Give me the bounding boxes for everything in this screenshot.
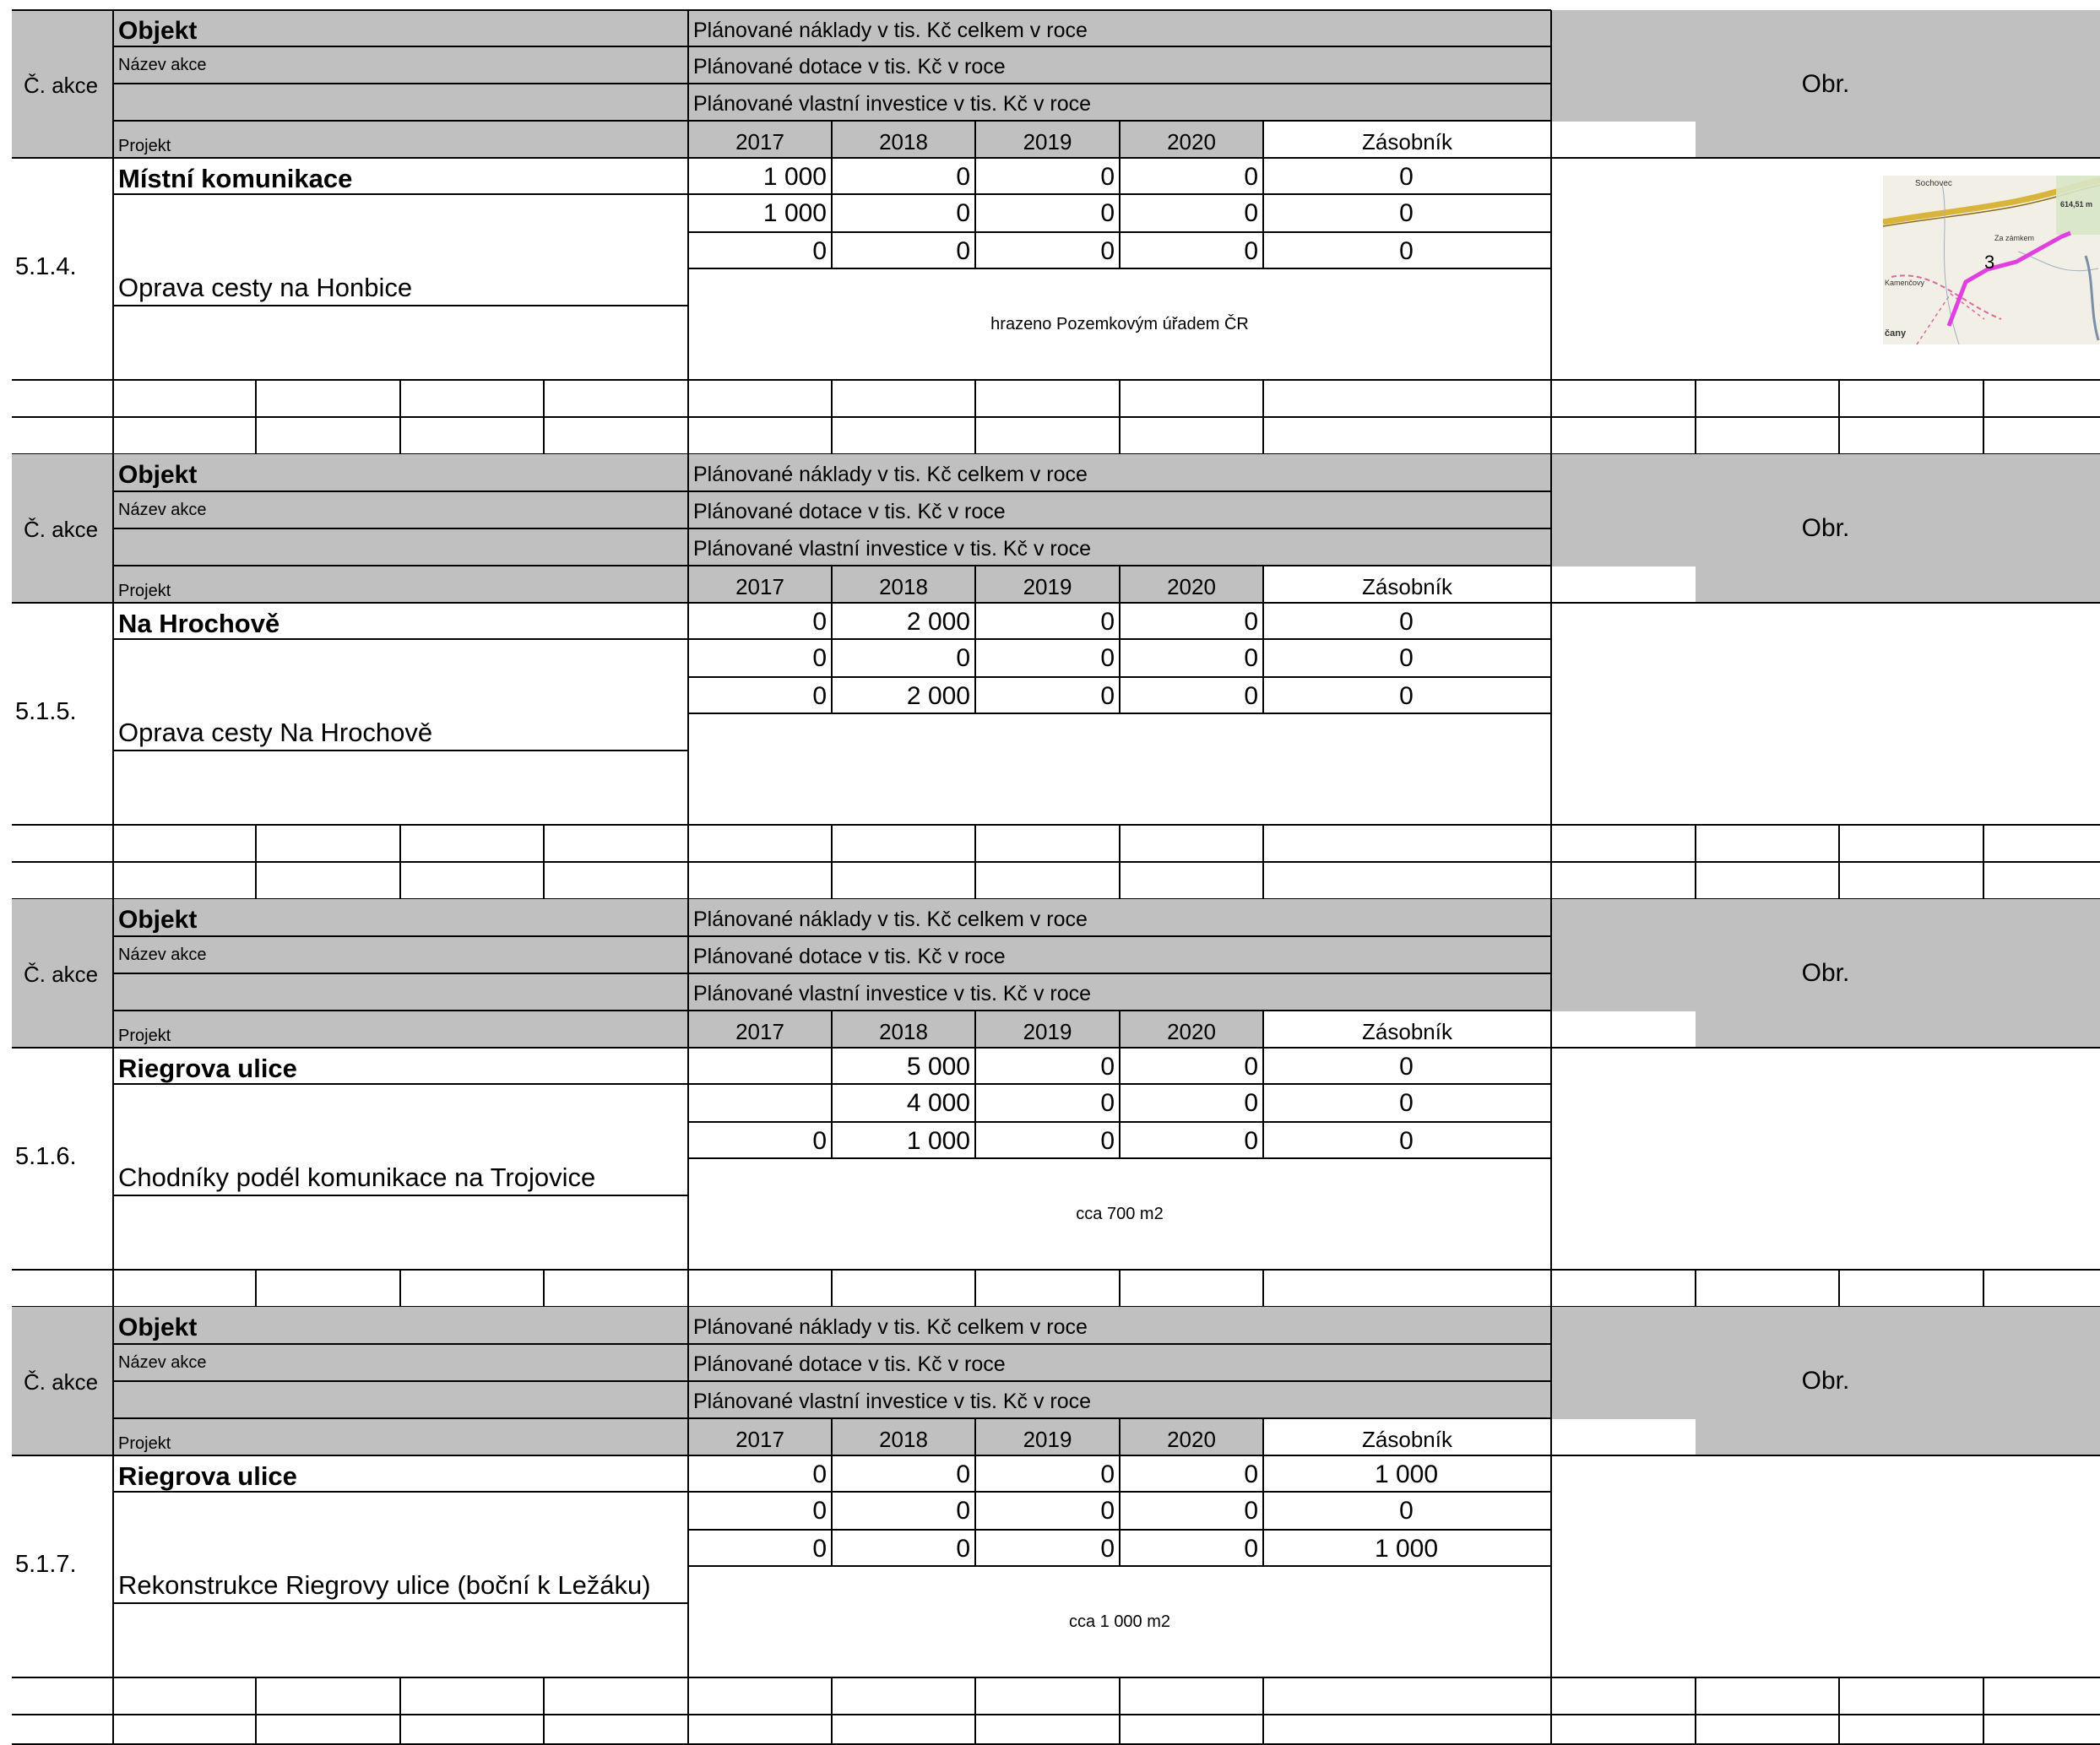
objekt-label: Objekt [118,17,198,45]
investice-label: Plánované vlastní investice v tis. Kč v roce [693,537,1092,561]
grid-line [113,490,1551,492]
year-header: 2020 [1167,129,1216,154]
grid-line [831,825,833,899]
dotace-label: Plánované dotace v tis. Kč v roce [693,1352,1006,1376]
grid-line [1983,380,1984,454]
year-header: 2019 [1023,129,1072,154]
grid-line [1262,1270,1264,1307]
grid-line [399,380,401,454]
grid-line [974,380,976,454]
grid-line [1119,1270,1121,1307]
grid-line [1838,1677,1840,1744]
naklady-label: Plánované náklady v tis. Kč celkem v roce [693,463,1088,486]
grid-line [974,158,976,268]
c-akce-label: Č. akce [24,1369,99,1395]
value-cell: 0 [812,1460,827,1488]
year-header: 2019 [1023,1427,1072,1452]
year-header: 2019 [1023,1019,1072,1044]
grid-line [1262,603,1264,713]
value-cell: 0 [1244,608,1258,636]
grid-line [974,1048,976,1158]
nazev-akce: Rekonstrukce Riegrovy ulice (boční k Ležáku) [118,1570,651,1600]
value-cell: 0 [1399,1053,1414,1081]
value-cell: 0 [1399,1089,1414,1117]
value-cell: 0 [812,237,827,265]
grid-line [12,1047,2100,1049]
action-id: 5.1.5. [15,698,77,725]
nazev-akce-label: Název akce [118,501,207,519]
value-cell: 0 [1100,1089,1115,1117]
value-cell: 0 [1244,1089,1258,1117]
grid-line [112,454,114,899]
nazev-akce: Oprava cesty Na Hrochově [118,718,433,747]
obr-label: Obr. [1801,514,1850,542]
action-id: 5.1.7. [15,1551,77,1578]
grid-line [113,1602,688,1604]
map-marker: 3 [1984,252,1995,273]
grid-line [1983,1270,1984,1307]
value-cell: 0 [1100,682,1115,710]
zasobnik-header: Zásobník [1362,129,1452,154]
obr-label: Obr. [1801,69,1850,98]
grid-line [112,899,114,1307]
grid-line [1838,1270,1840,1307]
value-cell: 0 [812,608,827,636]
grid-line [113,935,1551,937]
grid-line [974,1677,976,1744]
year-header: 2018 [879,1019,928,1044]
grid-line [12,9,1551,11]
grid-line [1119,1048,1121,1158]
value-cell: 0 [812,1535,827,1563]
year-header: 2019 [1023,574,1072,599]
grid-line [399,1270,401,1307]
grid-line [687,1307,689,1744]
map-label: 614,51 m [2060,200,2093,209]
year-header: 2018 [879,129,928,154]
grid-line [113,750,688,751]
nazev-akce: Oprava cesty na Honbice [118,273,413,302]
value-cell: 0 [1244,1497,1258,1525]
grid-line [12,1677,2100,1678]
note: cca 1 000 m2 [1068,1612,1171,1631]
dotace-label: Plánované dotace v tis. Kč v roce [693,55,1006,79]
grid-line [974,825,976,899]
grid-line [831,1270,833,1307]
grid-line [113,973,1551,974]
grid-line [12,861,2100,863]
value-cell: 1 000 [906,1127,970,1155]
grid-line [1838,825,1840,899]
year-header: 2020 [1167,1019,1216,1044]
value-cell: 0 [956,1460,970,1488]
value-cell: 0 [1100,1497,1115,1525]
dotace-label: Plánované dotace v tis. Kč v roce [693,500,1006,523]
map-label: Kamenčovy [1885,279,1925,287]
grid-line [831,1455,833,1566]
grid-line [255,825,257,899]
year-header: 2020 [1167,1427,1216,1452]
note: hrazeno Pozemkovým úřadem ČR [990,315,1249,333]
value-cell: 1 000 [1374,1460,1439,1488]
map-label: Za zámkem [1994,234,2035,242]
value-cell: 0 [1100,644,1115,672]
grid-line [12,1714,2100,1715]
value-cell: 0 [812,682,827,710]
grid-line [1550,1307,1552,1744]
value-cell: 0 [1100,199,1115,227]
value-cell: 0 [812,1497,827,1525]
zasobnik-header: Zásobník [1362,574,1452,599]
year-header: 2017 [735,574,784,599]
value-cell: 0 [956,199,970,227]
value-cell: 0 [1399,199,1414,227]
year-header: 2017 [735,1019,784,1044]
grid-line [113,46,1551,47]
objekt-label: Objekt [118,461,198,489]
year-header: 2018 [879,1427,928,1452]
map-thumbnail [1883,176,2100,344]
grid-line [1119,603,1121,713]
value-cell: 5 000 [906,1053,970,1081]
value-cell: 0 [1100,237,1115,265]
grid-line [1838,380,1840,454]
value-cell: 0 [1244,199,1258,227]
grid-line [113,83,1551,84]
nazev-akce-label: Název akce [118,946,207,964]
grid-line [1695,1270,1696,1307]
projekt-label: Projekt [118,1434,171,1453]
c-akce-label: Č. akce [24,517,99,542]
grid-line [974,1270,976,1307]
value-cell: 4 000 [906,1089,970,1117]
objekt-name: Riegrova ulice [118,1054,297,1083]
objekt-name: Na Hrochově [118,609,280,638]
grid-line [1262,1455,1264,1566]
value-cell: 0 [812,644,827,672]
grid-line [831,158,833,268]
grid-line [543,1270,545,1307]
value-cell: 0 [812,1127,827,1155]
value-cell: 0 [1244,1127,1258,1155]
nazev-akce-label: Název akce [118,56,207,74]
grid-line [831,380,833,454]
investice-label: Plánované vlastní investice v tis. Kč v roce [693,1390,1092,1413]
value-cell: 0 [956,163,970,191]
c-akce-label: Č. akce [24,962,99,987]
grid-line [112,1307,114,1744]
grid-line [12,1455,2100,1456]
grid-line [255,380,257,454]
grid-line [1119,1455,1121,1566]
grid-line [1262,1048,1264,1158]
value-cell: 0 [1100,163,1115,191]
value-cell: 0 [956,644,970,672]
value-cell: 1 000 [1374,1535,1439,1563]
value-cell: 0 [1244,644,1258,672]
grid-line [12,824,2100,826]
grid-line [974,1455,976,1566]
grid-line [1119,380,1121,454]
value-cell: 0 [1399,163,1414,191]
grid-line [113,1343,1551,1345]
grid-line [1262,158,1264,268]
projekt-label: Projekt [118,1027,171,1045]
value-cell: 0 [956,1497,970,1525]
grid-line [1262,1677,1264,1744]
grid-line [12,379,2100,381]
naklady-label: Plánované náklady v tis. Kč celkem v roce [693,908,1088,931]
action-id: 5.1.4. [15,253,77,280]
investice-label: Plánované vlastní investice v tis. Kč v roce [693,92,1092,116]
map-label: Sochovec [1915,179,1952,188]
nazev-akce-label: Název akce [118,1353,207,1372]
value-cell: 0 [1399,1127,1414,1155]
value-cell: 0 [1100,1053,1115,1081]
naklady-label: Plánované náklady v tis. Kč celkem v roce [693,19,1088,42]
grid-line [543,380,545,454]
grid-line [831,1048,833,1158]
map-label: čany [1885,328,1907,339]
value-cell: 0 [1399,644,1414,672]
projekt-label: Projekt [118,582,171,600]
grid-line [1119,158,1121,268]
dotace-label: Plánované dotace v tis. Kč v roce [693,945,1006,968]
grid-line [1550,899,1552,1307]
grid-line [12,157,2100,159]
obr-label: Obr. [1801,959,1850,987]
value-cell: 0 [956,1535,970,1563]
value-cell: 0 [1399,682,1414,710]
grid-line [543,1677,545,1744]
nazev-akce: Chodníky podél komunikace na Trojovice [118,1162,596,1192]
grid-line [1983,1677,1984,1744]
grid-line [255,1270,257,1307]
grid-line [687,899,689,1307]
grid-line [1695,825,1696,899]
grid-line [831,603,833,713]
value-cell: 0 [1244,682,1258,710]
grid-line [113,1195,688,1196]
grid-line [113,1380,1551,1382]
value-cell: 2 000 [906,682,970,710]
value-cell: 0 [1100,1460,1115,1488]
grid-line [543,825,545,899]
grid-line [12,416,2100,418]
objekt-name: Riegrova ulice [118,1461,297,1491]
grid-line [12,1269,2100,1271]
grid-line [1119,825,1121,899]
zasobnik-header: Zásobník [1362,1019,1452,1044]
grid-line [974,603,976,713]
grid-line [1262,380,1264,454]
c-akce-label: Č. akce [24,72,99,98]
year-header: 2020 [1167,574,1216,599]
zasobnik-header: Zásobník [1362,1427,1452,1452]
value-cell: 0 [1244,163,1258,191]
value-cell: 0 [1244,1053,1258,1081]
grid-line [1983,825,1984,899]
value-cell: 0 [1100,1535,1115,1563]
year-header: 2017 [735,129,784,154]
grid-line [112,10,114,454]
grid-line [1262,825,1264,899]
value-cell: 1 000 [762,163,827,191]
value-cell: 0 [1399,237,1414,265]
grid-line [1695,1677,1696,1744]
value-cell: 0 [1244,237,1258,265]
value-cell: 0 [1399,608,1414,636]
grid-line [113,528,1551,529]
objekt-name: Místní komunikace [118,164,353,193]
grid-line [399,1677,401,1744]
grid-line [12,602,2100,604]
grid-line [399,825,401,899]
projekt-label: Projekt [118,137,171,155]
value-cell: 0 [1399,1497,1414,1525]
grid-line [1119,1677,1121,1744]
value-cell: 0 [956,237,970,265]
value-cell: 1 000 [762,199,827,227]
naklady-label: Plánované náklady v tis. Kč celkem v roce [693,1315,1088,1339]
value-cell: 0 [1100,608,1115,636]
obr-label: Obr. [1801,1367,1850,1395]
action-id: 5.1.6. [15,1143,77,1170]
note: cca 700 m2 [1076,1205,1164,1223]
grid-line [113,305,688,306]
grid-line [1695,380,1696,454]
grid-line [255,1677,257,1744]
objekt-label: Objekt [118,906,198,934]
year-header: 2018 [879,574,928,599]
year-header: 2017 [735,1427,784,1452]
value-cell: 0 [1244,1535,1258,1563]
investice-label: Plánované vlastní investice v tis. Kč v roce [693,982,1092,1005]
objekt-label: Objekt [118,1314,198,1341]
value-cell: 0 [1244,1460,1258,1488]
value-cell: 0 [1100,1127,1115,1155]
grid-line [831,1677,833,1744]
value-cell: 2 000 [906,608,970,636]
